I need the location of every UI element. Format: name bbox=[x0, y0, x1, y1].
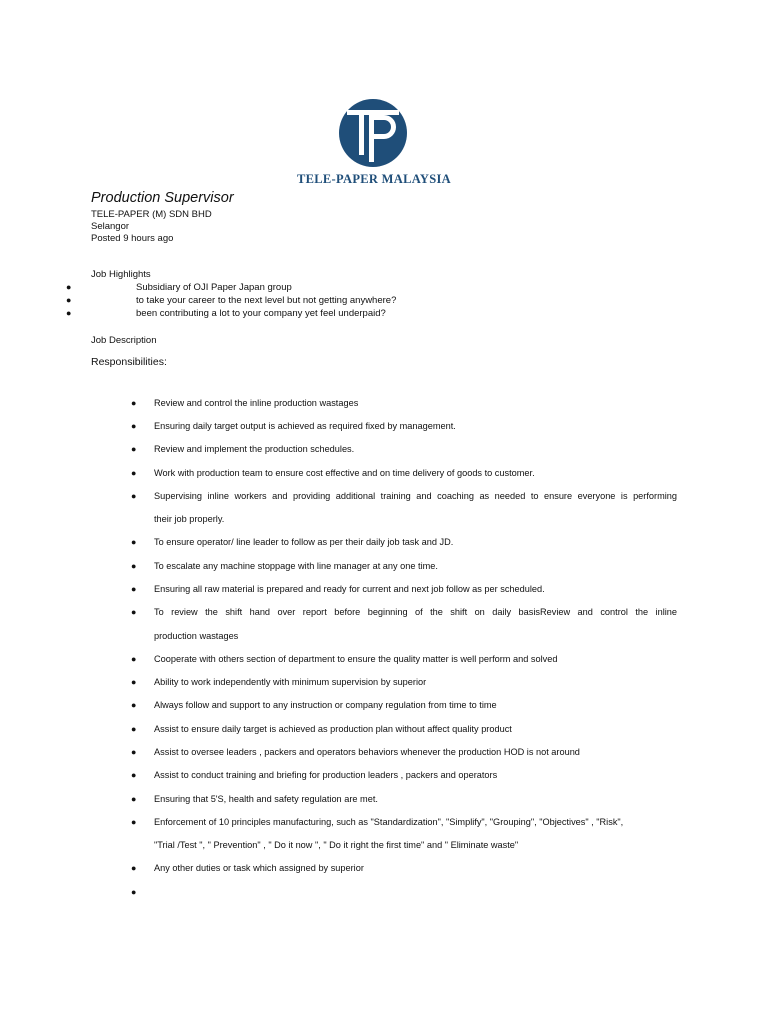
highlight-item: Subsidiary of OJI Paper Japan group bbox=[136, 282, 292, 293]
tele-paper-logo-icon bbox=[338, 98, 408, 168]
list-item-continuation: "Trial /Test ", " Prevention" , " Do it now ", " Do it right the first time" and " Eliminate waste" bbox=[154, 840, 519, 850]
highlight-item: to take your career to the next level but not getting anywhere? bbox=[136, 295, 397, 306]
list-item: Ability to work independently with minimum supervision by superior bbox=[154, 677, 427, 687]
bullet-icon: ● bbox=[131, 700, 137, 710]
bullet-icon: ● bbox=[131, 444, 137, 454]
bullet-icon: ● bbox=[131, 491, 137, 501]
bullet-icon: ● bbox=[131, 770, 137, 780]
list-item: Any other duties or task which assigned by superior bbox=[154, 863, 364, 873]
brand-name: TELE-PAPER MALAYSIA bbox=[297, 172, 451, 186]
list-item: Assist to conduct training and briefing for production leaders , packers and operators bbox=[154, 770, 498, 780]
list-item-continuation: their job properly. bbox=[154, 514, 225, 524]
bullet-icon: ● bbox=[131, 537, 137, 547]
bullet-icon: ● bbox=[131, 887, 137, 897]
job-location: Selangor bbox=[91, 221, 130, 232]
bullet-icon: ● bbox=[131, 584, 137, 594]
highlight-item: been contributing a lot to your company yet feel underpaid? bbox=[136, 308, 386, 319]
list-item: Always follow and support to any instruction or company regulation from time to time bbox=[154, 700, 497, 710]
list-item: Ensuring daily target output is achieved as required fixed by management. bbox=[154, 421, 456, 431]
bullet-icon: ● bbox=[131, 724, 137, 734]
bullet-icon: ● bbox=[131, 794, 137, 804]
list-item: Assist to oversee leaders , packers and operators behaviors whenever the production HOD is not around bbox=[154, 747, 580, 757]
job-description-heading: Job Description bbox=[91, 335, 157, 346]
bullet-icon: ● bbox=[131, 863, 137, 873]
list-item: Assist to ensure daily target is achieved as production plan without affect quality product bbox=[154, 724, 512, 734]
posted-time: Posted 9 hours ago bbox=[91, 233, 174, 244]
bullet-icon: ● bbox=[131, 421, 137, 431]
bullet-icon: ● bbox=[131, 561, 137, 571]
list-item: Cooperate with others section of department to ensure the quality matter is well perform and solved bbox=[154, 654, 558, 664]
company-name: TELE-PAPER (M) SDN BHD bbox=[91, 209, 212, 220]
bullet-icon: ● bbox=[131, 654, 137, 664]
list-item: Enforcement of 10 principles manufacturing, such as "Standardization", "Simplify", "Grouping", "Objectives" , "Risk", bbox=[154, 817, 624, 827]
bullet-icon: ● bbox=[66, 308, 72, 318]
job-title: Production Supervisor bbox=[91, 190, 234, 206]
bullet-icon: ● bbox=[131, 398, 137, 408]
list-item-continuation: production wastages bbox=[154, 631, 239, 641]
bullet-icon: ● bbox=[66, 282, 72, 292]
bullet-icon: ● bbox=[131, 817, 137, 827]
list-item: Ensuring all raw material is prepared and ready for current and next job follow as per scheduled. bbox=[154, 584, 545, 594]
responsibilities-heading: Responsibilities: bbox=[91, 356, 167, 368]
list-item: Work with production team to ensure cost effective and on time delivery of goods to customer. bbox=[154, 468, 535, 478]
list-item: To escalate any machine stoppage with line manager at any one time. bbox=[154, 561, 438, 571]
list-item: Review and control the inline production wastages bbox=[154, 398, 359, 408]
bullet-icon: ● bbox=[66, 295, 72, 305]
list-item: To review the shift hand over report before beginning of the shift on daily basisReview and control the inline bbox=[154, 607, 677, 617]
bullet-icon: ● bbox=[131, 607, 137, 617]
list-item: Supervising inline workers and providing additional training and coaching as needed to ensure everyone is performing bbox=[154, 491, 677, 501]
job-highlights-heading: Job Highlights bbox=[91, 269, 151, 280]
bullet-icon: ● bbox=[131, 747, 137, 757]
list-item: Review and implement the production schedules. bbox=[154, 444, 355, 454]
bullet-icon: ● bbox=[131, 468, 137, 478]
bullet-icon: ● bbox=[131, 677, 137, 687]
list-item: To ensure operator/ line leader to follow as per their daily job task and JD. bbox=[154, 537, 454, 547]
list-item: Ensuring that 5'S, health and safety regulation are met. bbox=[154, 794, 378, 804]
